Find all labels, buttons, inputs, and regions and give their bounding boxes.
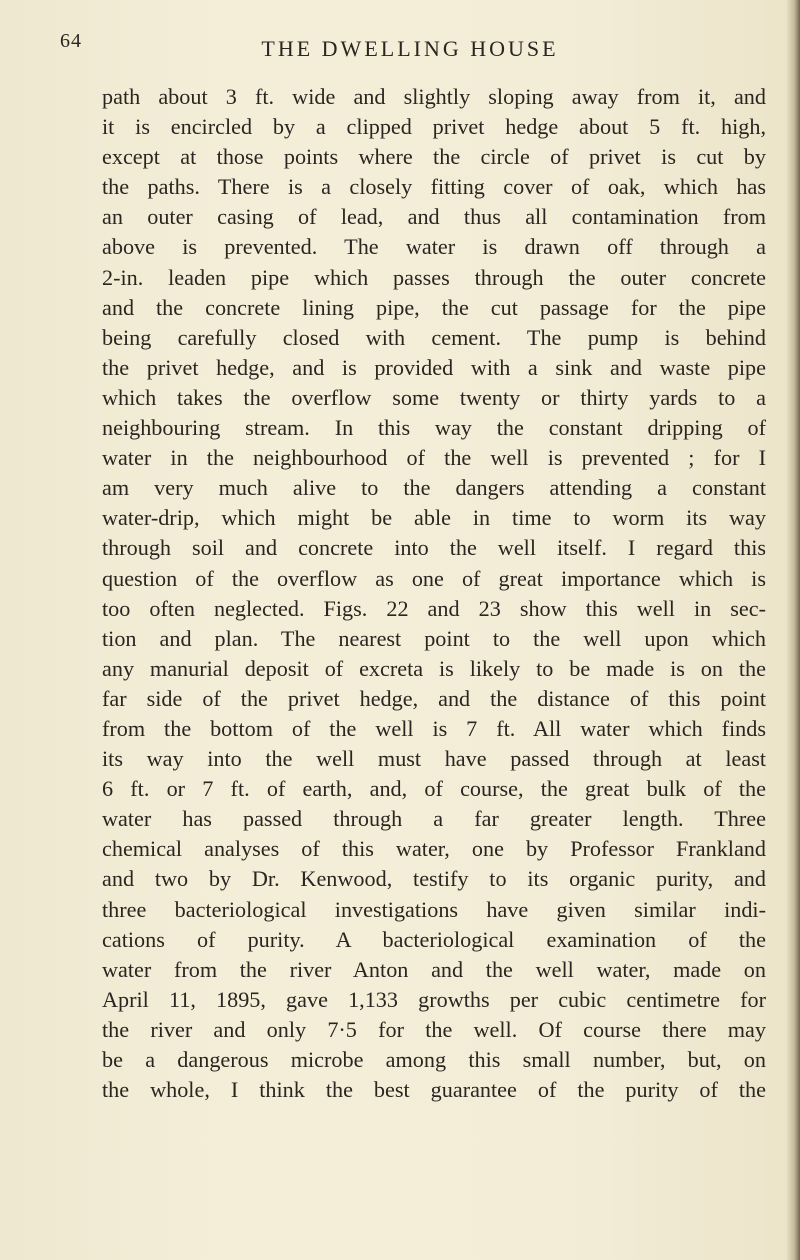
text-line: water in the neighbourhood of the well is prevented ; for I [102,445,766,471]
text-line: neighbouring stream. In this way the constant dripping of [102,415,766,441]
text-line: being carefully closed with cement. The pump is behind [102,324,766,350]
page-number: 64 [60,30,82,52]
text-line: from the bottom of the well is 7 ft. All water which finds [102,715,766,741]
text-line: 6 ft. or 7 ft. of earth, and, of course, the great bulk of the [102,776,766,802]
text-line: far side of the privet hedge, and the distance of this point [102,685,766,711]
text-line: water has passed through a far greater length. Three [102,806,766,832]
text-line: cations of purity. A bacteriological examination of the [102,926,766,952]
text-line: am very much alive to the dangers attending a constant [102,475,766,501]
text-line: question of the overflow as one of great importance which is [102,565,766,591]
text-line: three bacteriological investigations have given similar indi- [102,896,766,922]
text-line: the privet hedge, and is provided with a sink and waste pipe [102,354,766,380]
running-head: THE DWELLING HOUSE [261,36,559,61]
text-line: tion and plan. The nearest point to the well upon which [102,625,766,651]
text-line: except at those points where the circle of privet is cut by [102,144,766,170]
text-line: the paths. There is a closely fitting cover of oak, which has [102,174,766,200]
text-line: through soil and concrete into the well itself. I regard this [102,535,766,561]
text-line: the whole, I think the best guarantee of the purity of the [102,1077,766,1103]
text-line: it is encircled by a clipped privet hedge about 5 ft. high, [102,114,766,140]
text-line: which takes the overflow some twenty or thirty yards to a [102,384,766,410]
text-line: April 11, 1895, gave 1,133 growths per cubic centimetre for [102,986,766,1012]
text-line: water from the river Anton and the well water, made on [102,956,766,982]
text-line: chemical analyses of this water, one by Professor Frankland [102,836,766,862]
text-line: its way into the well must have passed through at least [102,746,766,772]
text-line: be a dangerous microbe among this small number, but, on [102,1047,766,1072]
text-line: and the concrete lining pipe, the cut passage for the pipe [102,294,766,320]
text-line: the river and only 7·5 for the well. Of course there may [102,1016,766,1042]
text-line: and two by Dr. Kenwood, testify to its organic purity, and [102,866,766,892]
body-text [102,82,766,1105]
text-line: path about 3 ft. wide and slightly sloping away from it, and [102,84,766,109]
text-line: 2-in. leaden pipe which passes through the outer concrete [102,264,766,290]
text-line: too often neglected. Figs. 22 and 23 show this well in sec- [102,595,766,621]
text-line: an outer casing of lead, and thus all contamination from [102,204,766,230]
text-line: water-drip, which might be able in time to worm its way [102,505,766,531]
text-line: above is prevented. The water is drawn off through a [102,234,766,260]
text-line: any manurial deposit of excreta is likely to be made is on the [102,655,766,681]
page-edge-shadow [786,0,800,1260]
